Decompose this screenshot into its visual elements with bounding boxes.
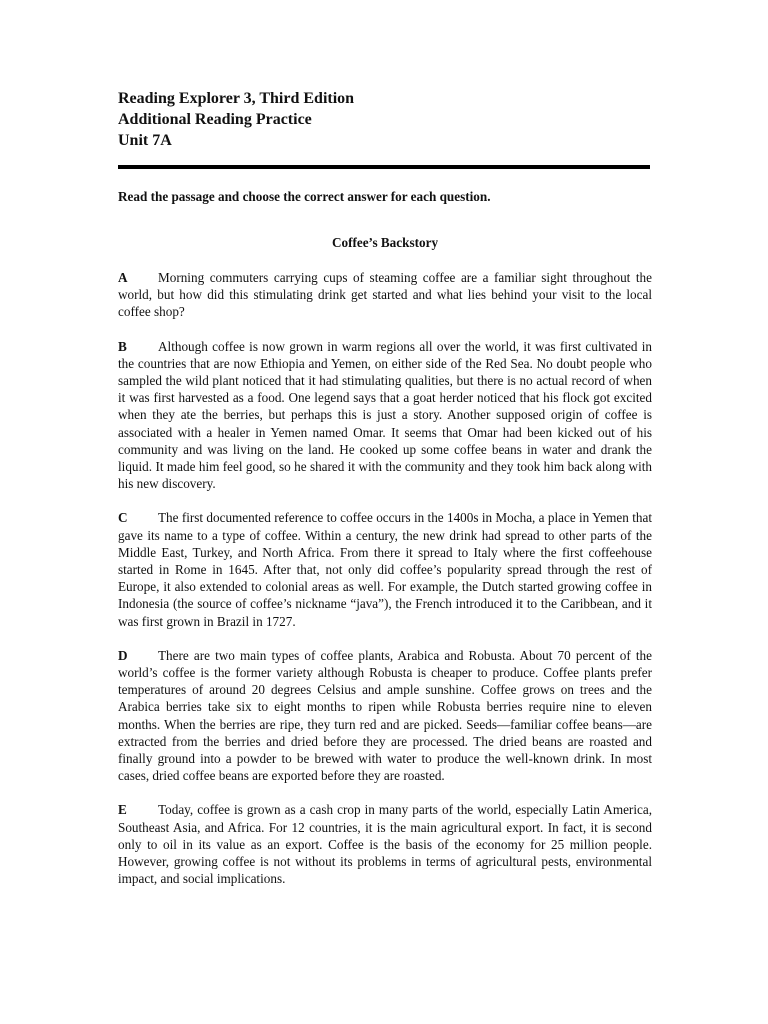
book-title: Reading Explorer 3, Third Edition [118,90,355,107]
paragraph-text: Although coffee is now grown in warm regions all over the world, it was first cultivated in the countries that are now Ethiopia and Yemen, on either side of the Red Sea. No doubt people who sampled the wild plant noticed that it had stimulating qualities, but there is no actual record of when it was first harvested as a food. One legend says that a goat herder noticed that his flock got excited when they ate the berries, but perhaps this is just a story. Another supposed origin of coffee is associated with a healer in Yemen named Omar. It seems that Omar had been kicked out of his community and was living on the land. He cooked up some coffee beans in water and drank the liquid. It made him feel good, so he shared it with the community and they took him back along with his new discovery. [118,338,652,492]
paragraph-text: Morning commuters carrying cups of steaming coffee are a familiar sight throughout the world, but how did this stimulating drink get started and what lies behind your visit to the local coffee shop? [118,270,652,320]
paragraph-c [118,509,652,629]
document-subtitle: Additional Reading Practice [118,111,312,128]
passage-body [118,269,652,888]
unit-label: Unit 7A [118,132,172,149]
paragraph-e [118,801,652,887]
paragraph-letter: D [118,647,128,663]
paragraph-letter: B [118,338,127,354]
paragraph-a [118,269,652,321]
passage-title: Coffee’s Backstory [331,235,439,250]
document-page [118,88,652,901]
paragraph-text: The first documented reference to coffee occurs in the 1400s in Mocha, a place in Yemen that gave its name to a type of coffee. Within a century, the new drink had spread to other parts of the Middle East, Turkey, and North Africa. From there it spread to Italy where the first coffeehouse started in Rome in 1645. After that, not only did coffee’s popularity spread through the rest of Europe, it also extended to colonial areas as well. For example, the Dutch started growing coffee in Indonesia (the source of coffee’s nickname “java”), the French introduced it to the Caribbean, and it was first grown in Brazil in 1727. [118,510,652,629]
paragraph-letter: C [118,510,128,526]
paragraph-letter: E [118,802,127,818]
paragraph-letter: A [118,270,128,285]
paragraph-d [118,647,652,785]
paragraph-b [118,338,652,493]
instruction-text: Read the passage and choose the correct answer for each question. [118,189,491,204]
paragraph-text: There are two main types of coffee plants, Arabica and Robusta. About 70 percent of the world’s coffee is the former variety although Robusta is cheaper to produce. Coffee plants prefer temperatures of around 20 degrees Celsius and ample sunshine. Coffee grows on trees and the Arabica berries take six to eight months to ripen while Robusta berries require nine to eleven months. When the berries are ripe, they turn red and are picked. Seeds—familiar coffee beans—are extracted from the berries and dried before they are processed. The dried beans are roasted and finally ground into a powder to be brewed with water to produce the well-known drink. In most cases, dried coffee beans are exported before they are roasted. [118,647,652,784]
document-header [118,88,652,151]
paragraph-text: Today, coffee is grown as a cash crop in many parts of the world, especially Latin America, Southeast Asia, and Africa. For 12 countries, it is the main agricultural export. In fact, it is second only to oil in its value as an export. Coffee is the basis of the economy for 25 million people. However, growing coffee is not without its problems in terms of agricultural pests, environmental impact, and social implications. [118,802,652,887]
header-divider [118,165,650,169]
